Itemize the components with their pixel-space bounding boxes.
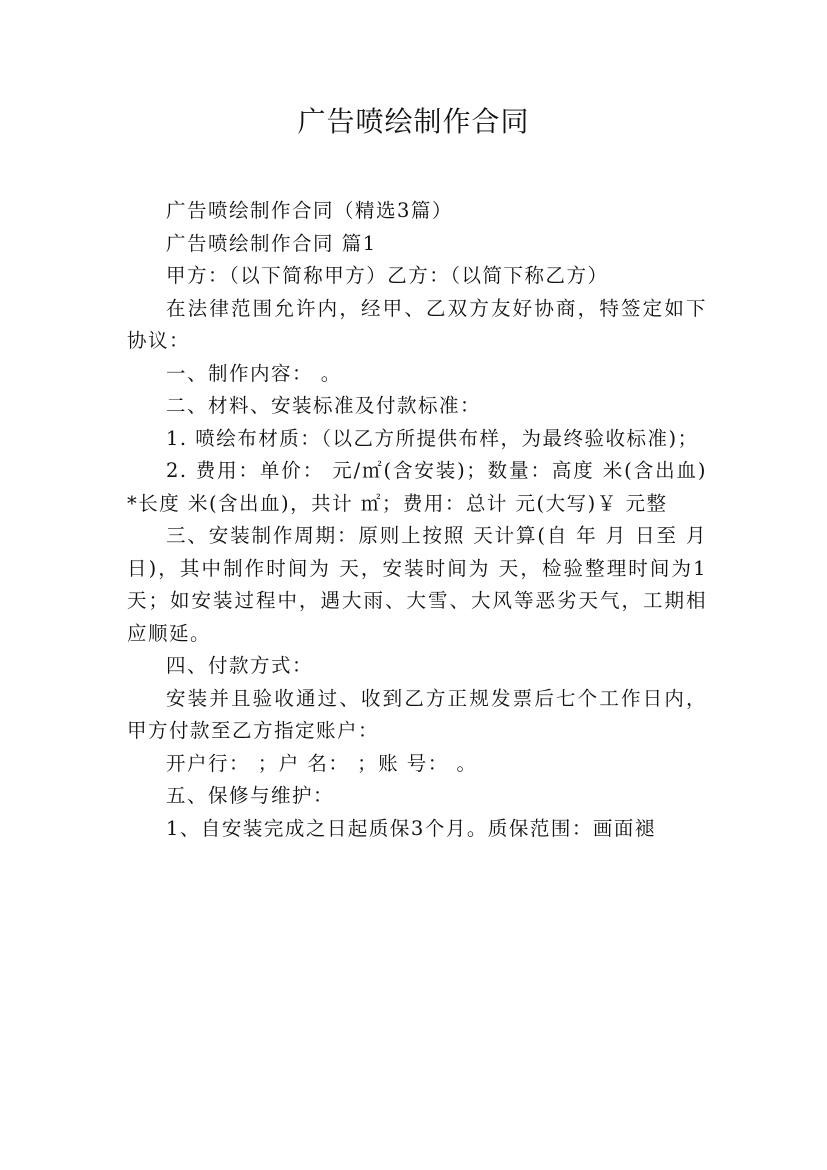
document-title: 广告喷绘制作合同: [297, 105, 530, 138]
paragraph: 安装并且验收通过、收到乙方正规发票后七个工作日内，甲方付款至乙方指定账户：: [127, 686, 707, 742]
paragraph: 2. 费用：单价： 元/㎡(含安装)；数量：高度 米(含出血)*长度 米(含出血)，共计 ㎡；费用：总计 元(大写)￥ 元整: [127, 459, 707, 515]
paragraph: 五、保修与维护：: [166, 784, 335, 807]
paragraph: 广告喷绘制作合同 篇1: [166, 231, 377, 255]
paragraph: 开户行： ；户 名： ；账 号： 。: [166, 751, 478, 775]
paragraph: 一、制作内容： 。: [166, 361, 342, 385]
paragraph: 1、自安装完成之日起质保3个月。质保范围：画面褪: [166, 816, 656, 840]
paragraph: 广告喷绘制作合同（精选3篇）: [166, 199, 453, 222]
paragraph: 三、安装制作周期：原则上按照 天计算(自 年 月 日至 月日)，其中制作时间为 天，安装时间为 天，检验整理时间为1天；如安装过程中，遇大雨、大雪、大风等恶劣天气，工期相应顺延。: [127, 524, 707, 645]
document-body: [127, 195, 707, 845]
paragraph: 在法律范围允许内，经甲、乙双方友好协商，特签定如下协议：: [127, 296, 707, 352]
paragraph: 1. 喷绘布材质：（以乙方所提供布样，为最终验收标准)；: [166, 426, 699, 450]
paragraph: 二、材料、安装标准及付款标准：: [166, 394, 482, 417]
paragraph: 甲方：（以下简称甲方）乙方：（以简下称乙方）: [166, 264, 609, 287]
paragraph: 四、付款方式：: [166, 654, 314, 677]
